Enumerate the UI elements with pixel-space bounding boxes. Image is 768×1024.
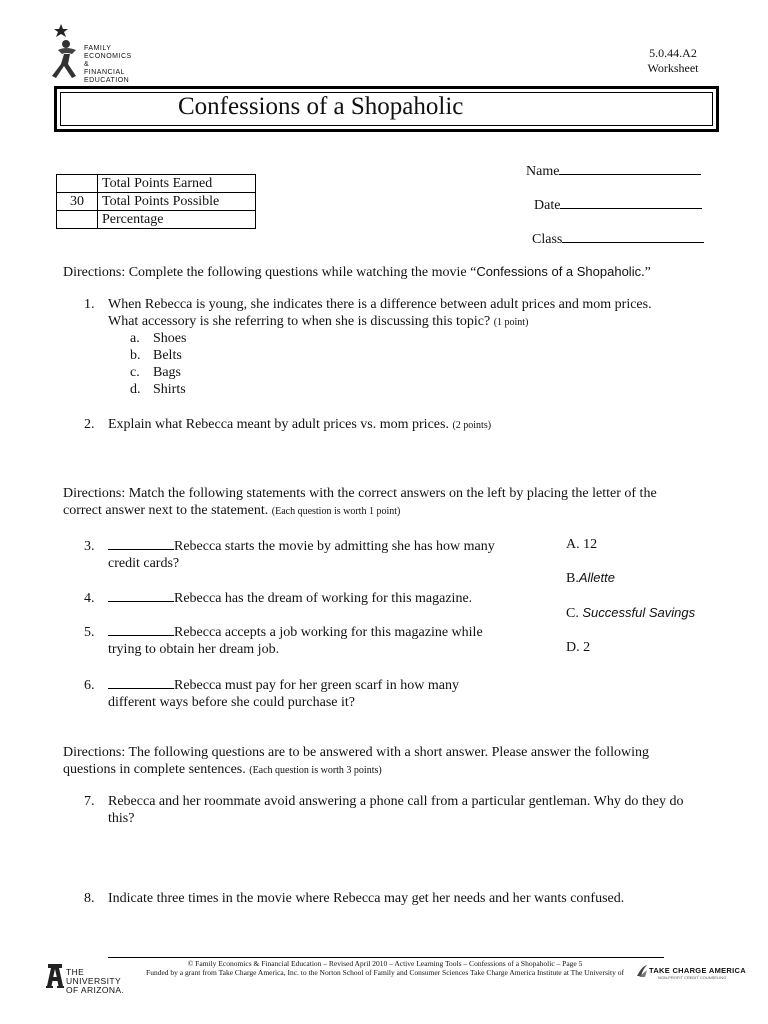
question-8: Indicate three times in the movie where Rebecca may get her needs and her wants confused. <box>108 891 625 906</box>
question-number: 4. <box>84 591 95 606</box>
points-label: Total Points Possible <box>98 193 256 211</box>
answer-blank[interactable] <box>108 623 174 636</box>
points-value <box>57 211 98 229</box>
answer-blank[interactable] <box>108 537 174 550</box>
directions3-points: (Each question is worth 3 points) <box>249 765 382 776</box>
logo-line: ECONOMICS & <box>84 53 132 68</box>
directions2-line1: Directions: Match the following statements with the correct answers on the left by placing the letter of the <box>63 486 657 501</box>
question-2 <box>108 416 491 434</box>
class-field[interactable] <box>532 228 704 248</box>
university-line: THE UNIVERSITY <box>66 967 122 986</box>
matching-text-cont: different ways before she could purchase it? <box>108 695 355 710</box>
tca-name: TAKE CHARGE AMERICA <box>649 966 746 975</box>
directions3-line1: Directions: The following questions are to be answered with a short answer. Please answer the following <box>63 745 650 760</box>
leaping-figure-icon <box>46 24 82 80</box>
option-a[interactable]: a. Shoes <box>130 331 187 346</box>
option-b[interactable]: b. Belts <box>130 348 182 363</box>
name-line[interactable] <box>559 160 701 175</box>
directions-end: .” <box>641 265 651 280</box>
points-value: 30 <box>57 193 98 211</box>
answer-blank[interactable] <box>108 589 174 602</box>
matching-item-4 <box>84 589 472 607</box>
matching-text-cont: credit cards? <box>108 556 180 571</box>
date-field[interactable] <box>534 194 702 214</box>
question-8-number: 8. <box>84 891 95 906</box>
tca-sub: NON-PROFIT CREDIT COUNSELING <box>658 975 727 980</box>
answer-c: C. Successful Savings <box>566 605 696 621</box>
q7-line2: this? <box>108 811 135 826</box>
university-of-arizona-logo <box>46 962 136 995</box>
points-label: Total Points Earned <box>98 175 256 193</box>
question-2-number: 2. <box>84 417 95 432</box>
doc-code: 5.0.44.A2 <box>649 46 697 60</box>
matching-text: Rebecca starts the movie by admitting she has how many <box>174 539 495 554</box>
points-table <box>56 174 256 229</box>
table-row <box>57 175 256 193</box>
matching-text: Rebecca has the dream of working for this magazine. <box>174 591 473 606</box>
directions-text: Directions: Complete the following questions while watching the movie “ <box>63 265 477 280</box>
directions2-points: (Each question is worth 1 point) <box>271 506 401 517</box>
directions2-line2: correct answer next to the statement. <box>63 503 269 518</box>
matching-text: Rebecca accepts a job working for this magazine while <box>174 625 483 640</box>
q1-line2: What accessory is she referring to when she is discussing this topic? <box>108 314 491 329</box>
question-7 <box>108 793 683 827</box>
directions3-line2: questions in complete sentences. <box>63 762 246 777</box>
table-row <box>57 193 256 211</box>
footer-rule <box>108 957 664 958</box>
q1-points: (1 point) <box>493 317 529 328</box>
block-a-icon <box>46 964 64 988</box>
question-number: 6. <box>84 678 95 693</box>
q1-options <box>130 330 186 398</box>
page-title: Confessions of a Shopaholic <box>178 93 464 120</box>
matching-item-6 <box>84 676 459 711</box>
name-field[interactable] <box>526 160 701 180</box>
university-line: OF ARIZONA. <box>66 985 125 995</box>
table-row <box>57 211 256 229</box>
logo-line: EDUCATION <box>84 77 130 84</box>
option-c[interactable]: c. Bags <box>130 365 181 380</box>
directions-2 <box>63 485 657 520</box>
q2-text: Explain what Rebecca meant by adult prices vs. mom prices. <box>108 417 449 432</box>
answer-b: B.Allette <box>566 570 615 586</box>
footer-line-2: Funded by a grant from Take Charge America, Inc. to the Norton School of Family and Consumer Sciences Take Charge America Institute at The University of <box>146 968 624 977</box>
question-number: 5. <box>84 625 95 640</box>
question-7-number: 7. <box>84 794 95 809</box>
question-number: 1. <box>84 297 95 312</box>
answer-d: D. 2 <box>566 640 591 655</box>
matching-text: Rebecca must pay for her green scarf in how many <box>174 678 459 693</box>
answer-blank[interactable] <box>108 676 174 689</box>
matching-item-3 <box>84 537 495 572</box>
directions-1 <box>63 263 651 281</box>
matching-text-cont: trying to obtain her dream job. <box>108 642 280 657</box>
doc-type: Worksheet <box>647 61 699 75</box>
class-label: Class <box>532 232 563 247</box>
class-line[interactable] <box>562 228 704 243</box>
matching-item-5 <box>84 623 483 658</box>
q2-points: (2 points) <box>452 420 492 431</box>
name-label: Name <box>526 164 560 179</box>
question-1-text <box>108 296 652 331</box>
answer-a: A. 12 <box>566 537 598 552</box>
fefe-logo <box>46 24 136 84</box>
footer-line-1: © Family Economics & Financial Education – Revised April 2010 – Active Learning Tools – Confessions of a Shopaholic – Page 5 <box>187 959 583 968</box>
date-line[interactable] <box>560 194 702 209</box>
points-label: Percentage <box>98 211 256 229</box>
movie-title: Confessions of a Shopaholic <box>476 264 642 279</box>
logo-line: FINANCIAL <box>84 69 126 76</box>
logo-line: FAMILY <box>84 45 112 52</box>
q7-line1: Rebecca and her roommate avoid answering a phone call from a particular gentleman. Why do they do <box>108 794 684 809</box>
take-charge-america-logo <box>636 964 746 984</box>
question-number: 3. <box>84 539 95 554</box>
date-label: Date <box>534 198 561 213</box>
points-value <box>57 175 98 193</box>
q1-line1: When Rebecca is young, she indicates there is a difference between adult prices and mom prices. <box>108 297 652 312</box>
directions-3 <box>63 744 649 779</box>
option-d[interactable]: d. Shirts <box>130 382 186 397</box>
question-1 <box>84 296 95 313</box>
swoosh-icon <box>636 964 648 978</box>
